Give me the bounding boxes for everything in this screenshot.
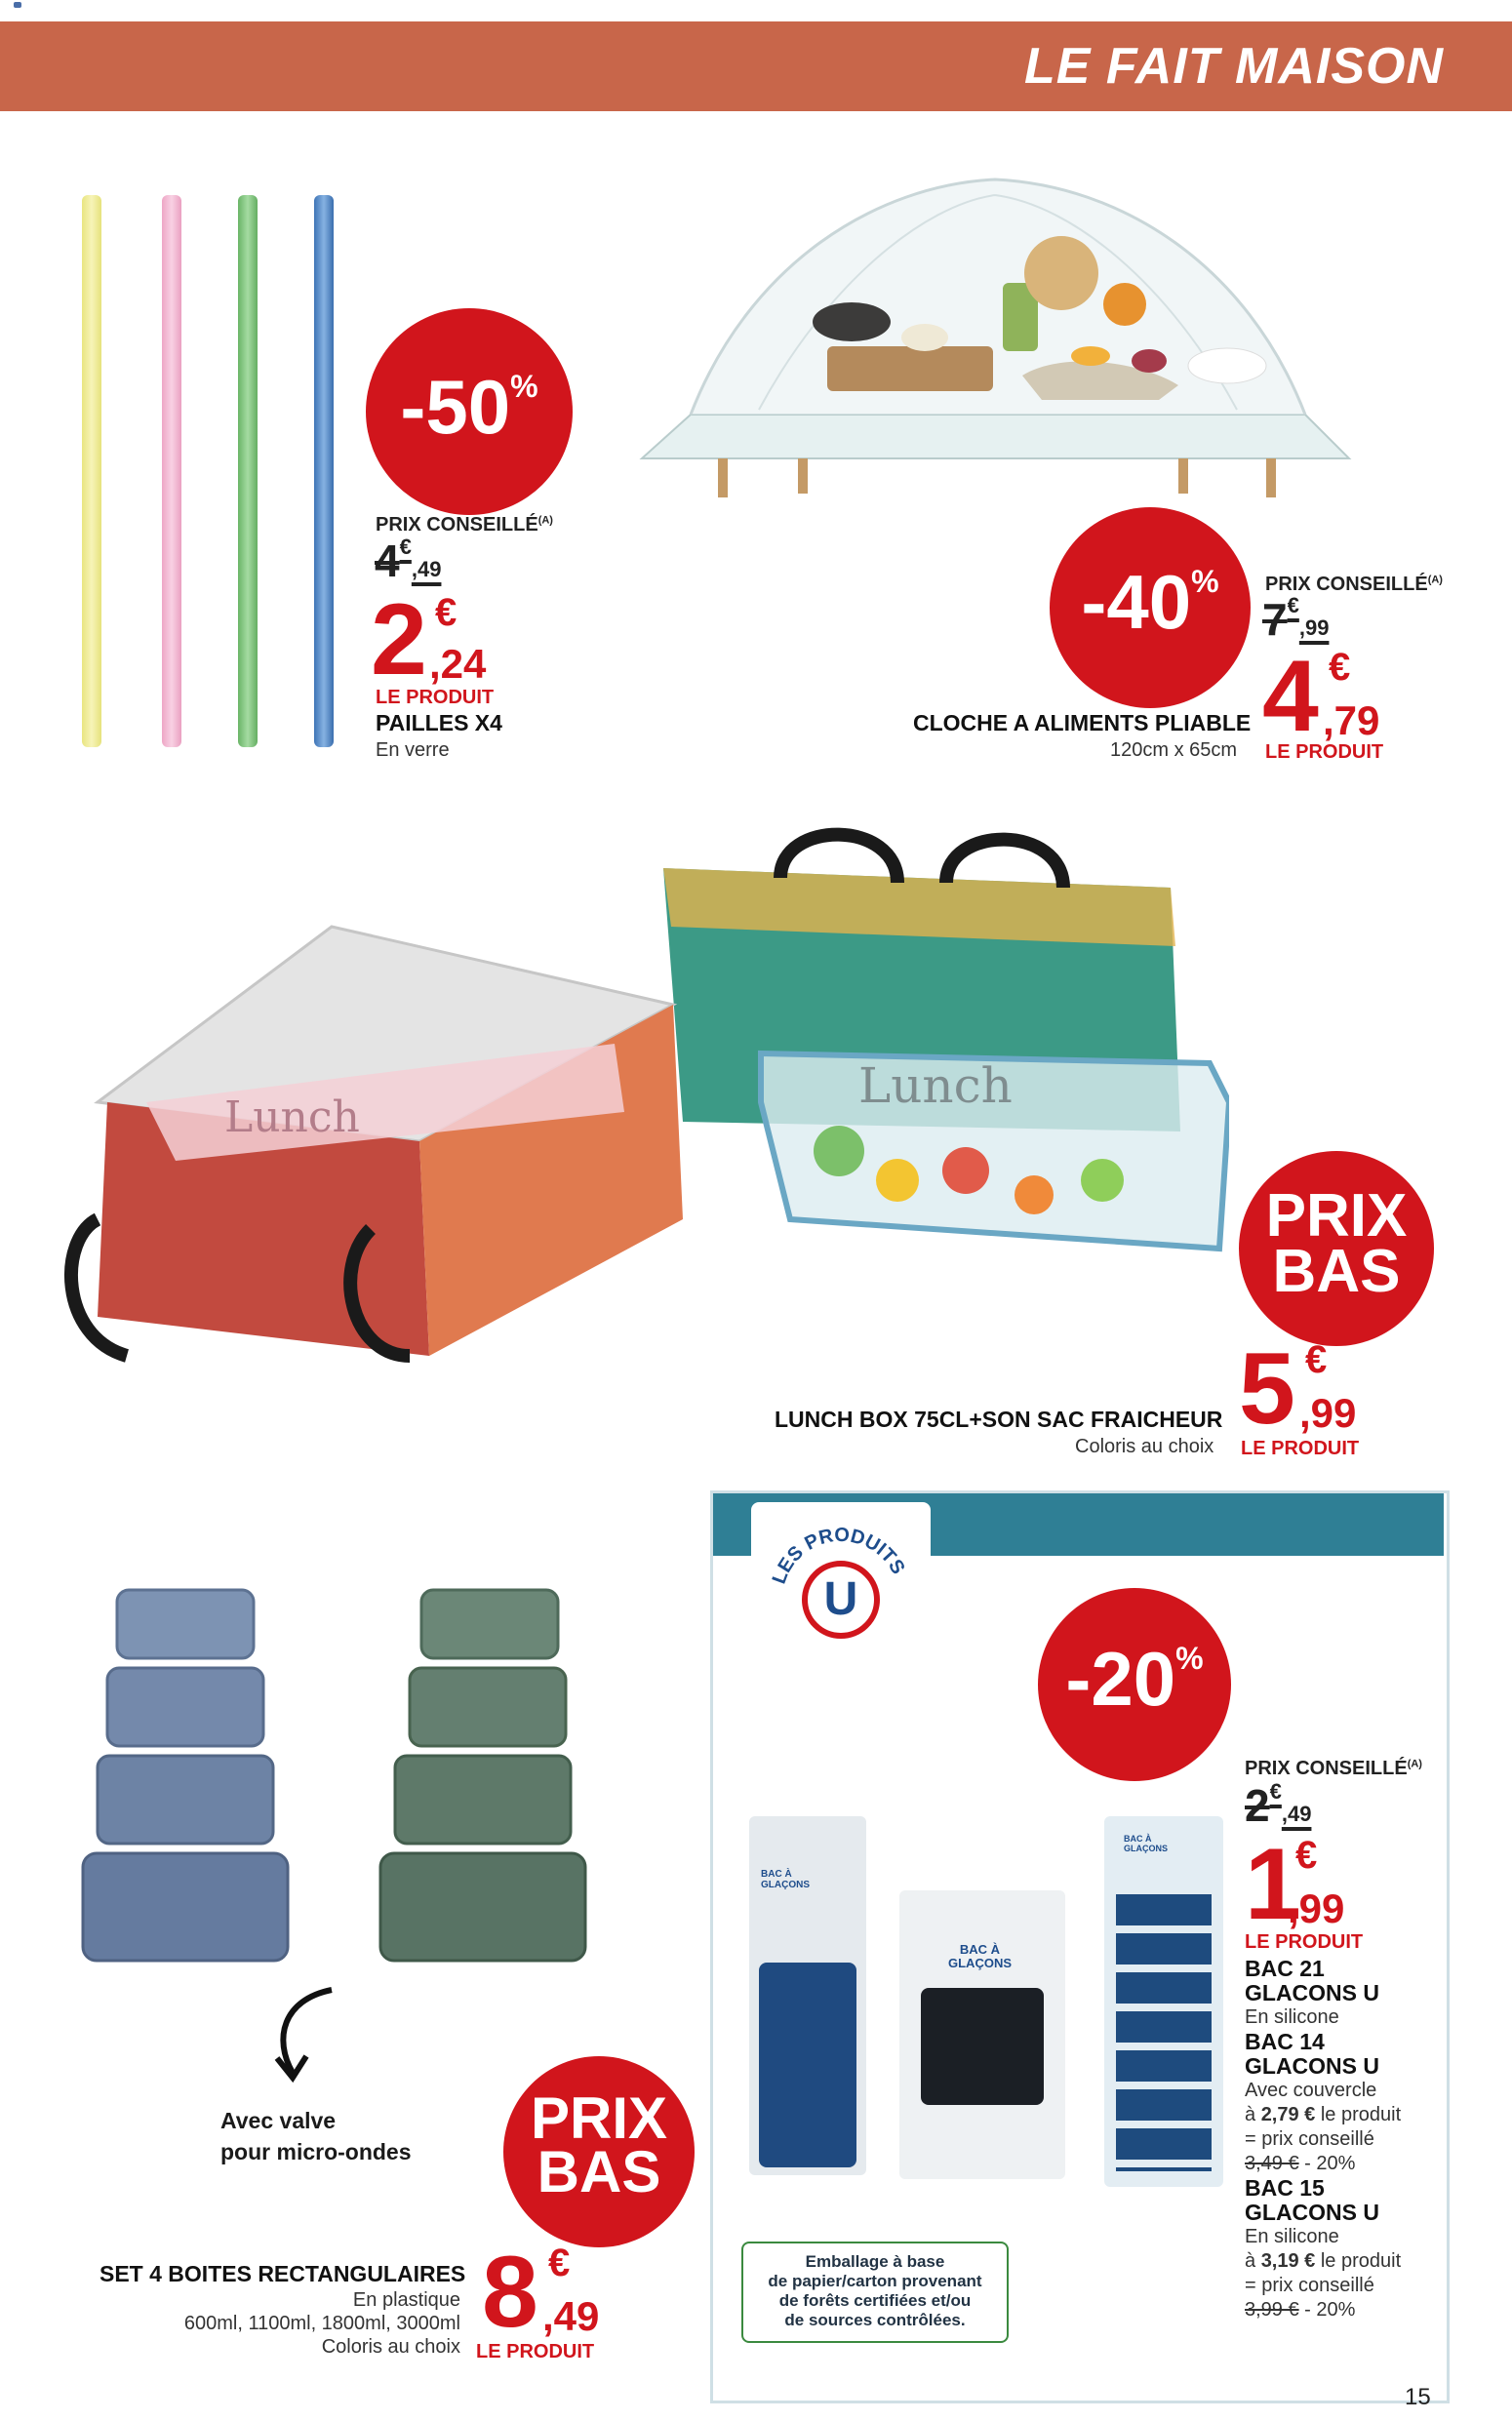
ice-tray-pack-3: BAC À GLAÇONS: [1104, 1816, 1223, 2187]
prix-bas-badge: PRIX BAS: [1239, 1151, 1434, 1346]
product-name: CLOCHE A ALIMENTS PLIABLE: [913, 710, 1252, 735]
les-produits-u-logo: LES PRODUITS U: [751, 1502, 931, 1682]
prix-conseille-label: PRIX $CONSEILLÉ^{(A)}$: [1265, 574, 1443, 595]
prix-conseille-label: PRIX $CONSEILLÉ^{(A)}$: [1245, 1758, 1422, 1779]
old-price: 4€,49: [375, 535, 442, 586]
discount-badge: -50%: [366, 308, 573, 515]
lid-text: Lunch: [224, 1092, 360, 1142]
prix-bas-badge: PRIX BAS: [503, 2056, 695, 2247]
variant-list: BAC 21 GLACONS U En silicone BAC 14 GLACONS U Avec couvercle à 2,79 € le produit = prix conseillé 3,49 € - 20% BAC 15 GLACONS U En silicone à 3,19 € le produit = prix conseillé 3,99 € - 20%: [1245, 1956, 1402, 2321]
section-title: LE FAIT MAISON: [1024, 38, 1444, 95]
ice-tray-pack-1: BAC À GLAÇONS: [749, 1816, 866, 2175]
top-edge-mark: [14, 2, 21, 8]
le-produit-label: LE PRODUIT: [476, 2341, 595, 2362]
product-desc: 120cm x 65cm: [1110, 739, 1238, 761]
prix-conseille-label: PRIX $CONSEILLÉ^{(A)}$: [376, 514, 553, 536]
straw-pink: [162, 195, 181, 747]
old-price: 2€,49: [1245, 1779, 1312, 1831]
product-desc: En verre: [376, 739, 450, 761]
ice-tray-pack-2: BAC À GLAÇONS: [899, 1890, 1065, 2179]
le-produit-label: LE PRODUIT: [1245, 1931, 1364, 1953]
product-desc: Coloris au choix: [1075, 1436, 1214, 1457]
product-name: LUNCH BOX 75CL+SON SAC FRAICHEUR: [775, 1407, 1223, 1432]
le-produit-label: LE PRODUIT: [376, 687, 495, 708]
straw-green: [238, 195, 258, 747]
discount-badge: -40%: [1050, 507, 1251, 708]
promo-price: 1 € ,99: [1245, 1828, 1345, 1941]
discount-badge: -20%: [1038, 1588, 1231, 1781]
promo-price: 4 € ,79: [1262, 640, 1380, 753]
product-name: SET 4 BOITES RECTANGULAIRES: [99, 2261, 466, 2286]
promo-price: 5 € ,99: [1239, 1332, 1357, 1446]
lid-text: Lunch: [858, 1057, 1013, 1114]
curved-arrow-icon: [263, 1980, 341, 2087]
product-name: PAILLES X4: [376, 710, 502, 735]
lunch-bag-image: [39, 810, 1229, 1414]
eco-packaging-note: Emballage à base de papier/carton provenant de forêts certifiées et/ou de sources contrôlées.: [741, 2242, 1009, 2343]
food-cover-image: [632, 166, 1359, 502]
page-number: 15: [1405, 2384, 1431, 2410]
le-produit-label: LE PRODUIT: [1265, 741, 1384, 763]
le-produit-label: LE PRODUIT: [1241, 1438, 1360, 1459]
svg-text:LES PRODUITS: LES PRODUITS: [768, 1524, 909, 1587]
promo-price: 2 € ,24: [371, 583, 487, 696]
straw-blue: [314, 195, 334, 747]
product-desc: En plastique 600ml, 1100ml, 1800ml, 3000ml Coloris au choix: [183, 2289, 460, 2358]
old-price: 7€,99: [1262, 593, 1330, 645]
valve-note: Avec valve pour micro-ondes: [220, 2108, 412, 2164]
straw-yellow: [82, 195, 101, 747]
promo-price: 8 € ,49: [482, 2236, 600, 2349]
storage-boxes-image: [78, 1580, 663, 2000]
